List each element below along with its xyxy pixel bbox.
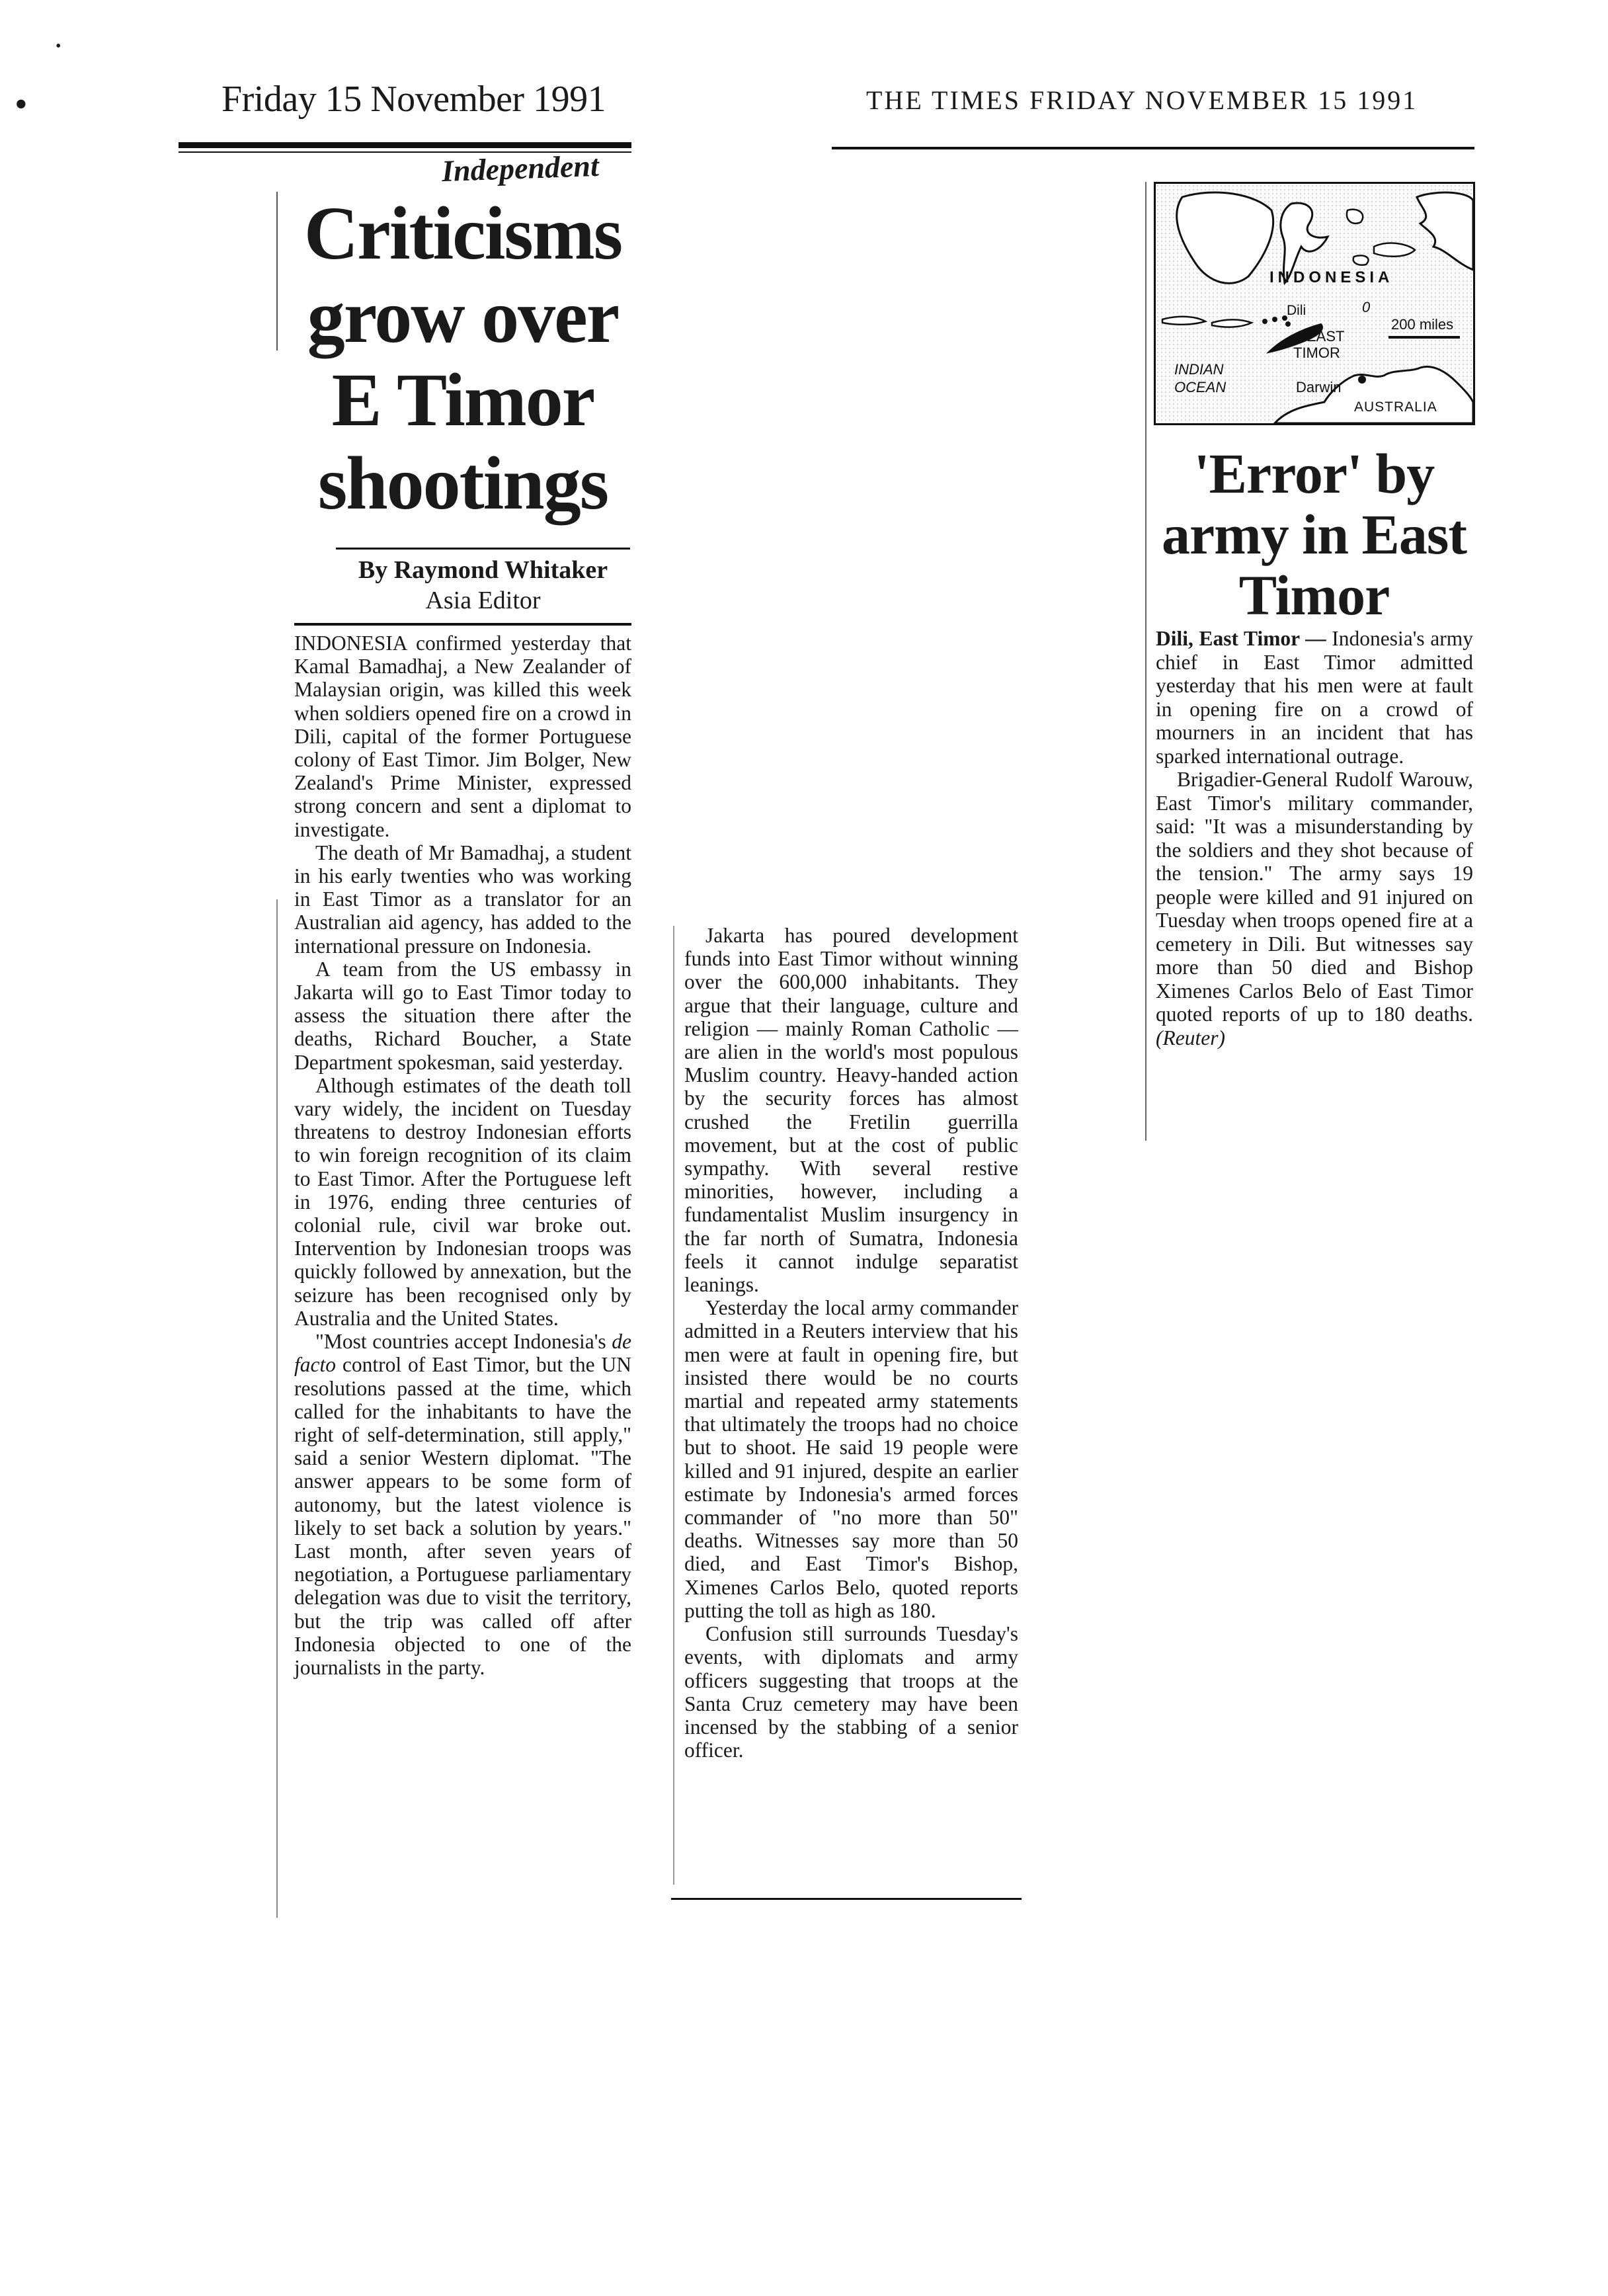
right-paragraph-one [1156,627,1473,768]
column-two-end-rule [671,1898,1022,1900]
right-paragraph-one-text: Indonesia's army chief in East Timor admitted yesterday that his men were at fault in opening fire on a crowd of mourners in an incident that has sparked international outrage. [1156,627,1473,768]
dateline: Dili, East Timor — [1156,627,1326,650]
left-header-rule-thick [179,142,631,148]
paragraph: Although estimates of the death toll vary widely, the incident on Tuesday threatens to destroy Indonesian efforts to win foreign recognition of its claim to East Timor. After the Portuguese left in 1976, ending three centuries of colonial rule, civil war broke out. Intervention by Indonesian troops was quickly followed by annexation, but the seizure has been recognised only by Australia and the United States. [294,1073,631,1330]
map-label-zero: 0 [1362,299,1371,315]
left-page-date: Friday 15 November 1991 [221,79,606,120]
paragraph: Jakarta has poured development funds into East Timor without winning over the 600,000 inhabitants. They argue that their language, culture and religion — mainly Roman Catholic — are alien in the world's most populous Muslim country. Heavy-handed action by the security forces has almost crushed the Fretilin guerrilla movement, but at the cost of public sympathy. With several restive minorities, however, including a fundamentalist Muslim insurgency in the far north of Sumatra, Indonesia feels it cannot indulge separatist leanings. [684,924,1018,1297]
article-column-one [294,632,631,1679]
byline-bottom-rule [294,623,631,626]
column-one-rule [276,899,278,1918]
right-article-column [1156,627,1473,1049]
right-column-rule [1145,182,1146,1141]
right-header-rule [832,147,1474,149]
map-label-dili: Dili [1287,303,1306,318]
quote-italic: de facto [294,1330,631,1377]
right-paragraph-two-text: Brigadier-General Rudolf Warouw, East Timor's military commander, said: "It was a misunderstanding by the soldiers and they shot because of the tension." The army says 19 people were killed and 91 injured on Tuesday when troops opened fire at a cemetery in Dili. But witnesses say more than 50 died and Bishop Ximenes Carlos Belo of East Timor quoted reports of up to 180 deaths. [1156,768,1473,1026]
left-headline: Criticisms grow over E Timor shootings [303,191,622,525]
map-label-east: EAST [1306,328,1345,345]
paragraph: INDONESIA confirmed yesterday that Kamal Bamadhaj, a New Zealander of Malaysian origin, was killed this week when soldiers opened fire on a crowd in Dili, capital of the former Portuguese colony of East Timor. Jim Bolger, New Zealand's Prime Minister, expressed strong concern and sent a diplomat to investigate. [294,632,631,841]
map-label-australia: AUSTRALIA [1354,399,1437,415]
byline-name: By Raymond Whitaker [358,556,608,584]
byline-role: Asia Editor [425,587,541,614]
quote-before: "Most countries accept Indonesia's [315,1330,612,1354]
paragraph-quote [294,1330,631,1679]
agency-credit: (Reuter) [1156,1026,1225,1049]
paragraph: A team from the US embassy in Jakarta will go to East Timor today to assess the situation there after the deaths, Richard Boucher, a State Department spokesman, said yesterday. [294,957,631,1074]
quote-after: control of East Timor, but the UN resolutions passed at the time, which called for the inhabitants to have the right of self-determination, still apply," said a senior Western diplomat. "The answer appears to be some form of autonomy, but the latest violence is likely to set back a solution by years." Last month, after seven years of negotiation, a Portuguese parliamentary delegation was due to visit the territory, but the trip was called off after Indonesia objected to one of the journalists in the party. [294,1353,631,1679]
map-label-indonesia: INDONESIA [1269,268,1394,286]
stray-mark-top: • [56,38,61,55]
headline-left-rule [276,192,278,350]
map-label-indian: INDIAN [1174,361,1224,378]
locator-map [1154,182,1475,425]
map-label-timor: TIMOR [1293,345,1340,361]
right-paragraph-two [1156,768,1473,1049]
map-label-darwin: Darwin [1296,379,1342,395]
map-label-ocean: OCEAN [1174,379,1226,395]
article-column-two [684,924,1018,1762]
paragraph: Confusion still surrounds Tuesday's events, with diplomats and army officers suggesting that troops at the Santa Cruz cemetery may have been incensed by the stabbing of a senior officer. [684,1622,1018,1762]
right-page-date: THE TIMES FRIDAY NOVEMBER 15 1991 [866,85,1418,115]
right-headline: 'Error' by army in East Timor [1162,442,1467,627]
column-two-rule [673,926,674,1885]
stray-mark-bullet: • [15,84,28,125]
paragraph: Yesterday the local army commander admitted in a Reuters interview that his men were at fault in opening fire, but insisted there would be no courts martial and repeated army statements that ultimately the troops had no choice but to shoot. He said 19 people were killed and 91 injured, despite an earlier estimate by Indonesia's armed forces commander of "no more than 50" deaths. Witnesses say more than 50 died, and East Timor's Bishop, Ximenes Carlos Belo, quoted reports putting the toll as high as 180. [684,1296,1018,1622]
paragraph: The death of Mr Bamadhaj, a student in his early twenties who was working in East Timor as a translator for an Australian aid agency, has added to the international pressure on Indonesia. [294,840,631,958]
byline-top-rule [336,548,630,550]
map-label-scale: 200 miles [1391,316,1454,333]
handwritten-source-note: Independent [441,148,600,188]
